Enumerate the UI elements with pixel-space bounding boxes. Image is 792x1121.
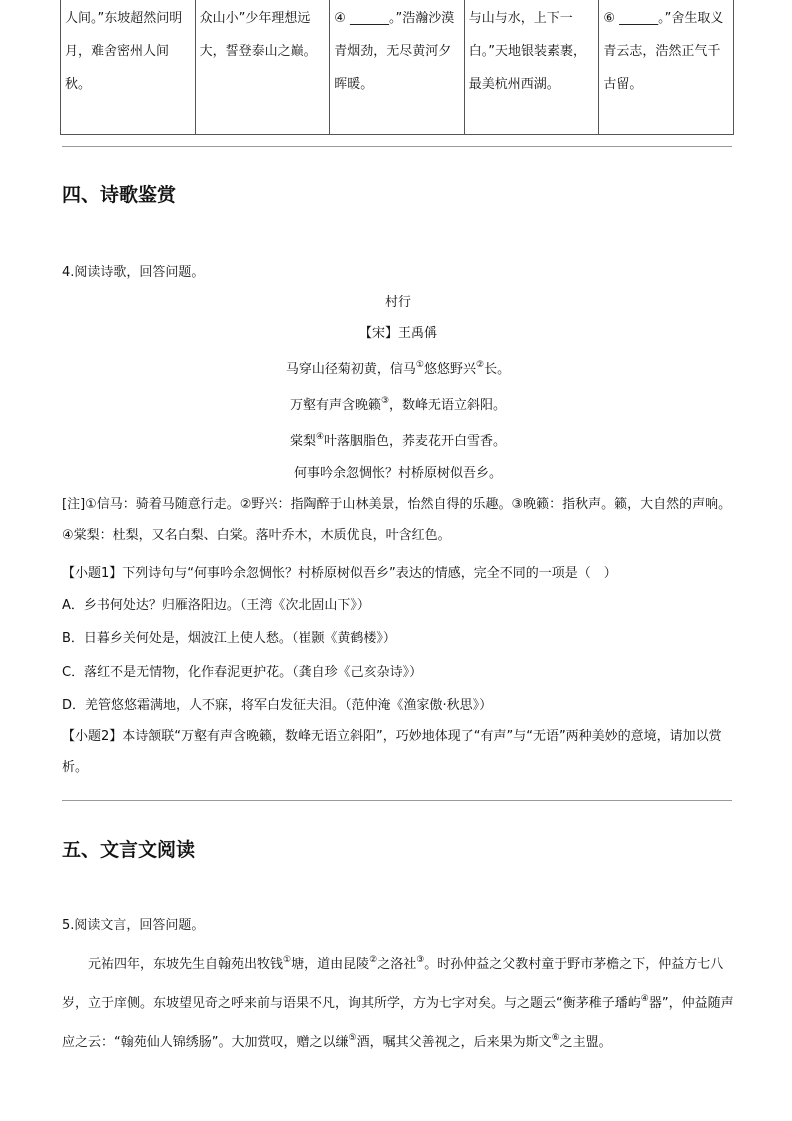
table-cell: 人间。”东坡超然问明月，难舍密州人间秋。 xyxy=(61,0,196,135)
poem-line: 万壑有声含晚籁③，数峰无语立斜阳。 xyxy=(289,396,507,413)
footnote-marker: ⑤ xyxy=(348,1033,357,1043)
option-b: B．日暮乡关何处是，烟波江上使人愁。（崔颢《黄鹤楼》） xyxy=(62,631,396,646)
table-row xyxy=(61,0,734,135)
question-intro: 5.阅读文言，回答问题。 xyxy=(62,918,205,933)
divider xyxy=(62,800,732,801)
subquestion-2: 【小题2】本诗颔联“万壑有声含晚籁，数峰无语立斜阳”，巧妙地体现了“有声”与“无语”两种美妙的意境，请加以赏析。 xyxy=(62,729,722,775)
option-d: D．羌管悠悠霜满地，人不寐，将军白发征夫泪。（范仲淹《渔家傲·秋思》） xyxy=(62,698,493,713)
footnote-marker: ① xyxy=(283,955,292,965)
poem-line: 何事吟余忽惆怅？村桥原树似吾乡。 xyxy=(293,466,502,481)
classical-passage: 元祐四年，东坡先生自翰苑出牧钱①塘，道由昆陵②之洛社③。时孙仲益之父教村童于野市茅檐之下，仲益方七八岁，立于庠侧。东坡望见奇之呼来前与语果不凡，询其所学，方为七字对矣。与之题云“衡茅稚子璠屿④器”，仲益随声应之云：“翰苑仙人锦绣肠”。大加赏叹，赠之以缣⑤酒，嘱其父善视之，后来果为斯文⑥之主盟。 xyxy=(62,955,734,1050)
footnote-marker: ② xyxy=(369,955,378,965)
divider xyxy=(62,146,732,147)
poem-line: 棠梨④叶落胭脂色，荞麦花开白雪香。 xyxy=(289,432,507,449)
footnote-marker: ④ xyxy=(315,432,325,442)
section-heading: 四、诗歌鉴赏 xyxy=(62,184,177,206)
footnote-marker: ② xyxy=(476,360,485,370)
option-c: C．落红不是无情物，化作春泥更护花。（龚自珍《己亥杂诗》） xyxy=(62,665,423,680)
poem-author: 【宋】王禹偁 xyxy=(358,326,437,341)
table-cell: ④ ______。”浩瀚沙漠青烟劲，无尽黄河夕晖暖。 xyxy=(330,0,465,135)
question-intro: 4.阅读诗歌，回答问题。 xyxy=(62,265,205,280)
footnote-marker: ① xyxy=(415,360,424,370)
option-a: A．乡书何处达？归雁洛阳边。（王湾《次北固山下》） xyxy=(62,598,370,613)
footnote-marker: ⑥ xyxy=(551,1033,560,1043)
table-cell: 与山与水，上下一白。”天地银装素裹，最美杭州西湖。 xyxy=(464,0,599,135)
table-cell: ⑥ ______。”舍生取义青云志，浩然正气千古留。 xyxy=(599,0,734,135)
poem-title: 村行 xyxy=(384,295,411,310)
poem-line: 马穿山径菊初黄，信马①悠悠野兴②长。 xyxy=(285,360,511,377)
section-heading: 五、文言文阅读 xyxy=(62,839,196,861)
table-cell: 众山小”少年理想远大，誓登泰山之巅。 xyxy=(195,0,330,135)
subquestion-1: 【小题1】下列诗句与“何事吟余忽惆怅？村桥原树似吾乡”表达的情感，完全不同的一项是（ ） xyxy=(62,566,617,581)
footnote-marker: ③ xyxy=(416,955,425,965)
footnote-marker: ③ xyxy=(380,396,390,406)
poem-notes: [注]①信马：骑着马随意行走。②野兴：指陶醉于山林美景，怡然自得的乐趣。③晚籁：指秋声。籁，大自然的声响。④棠梨：杜梨，又名白梨、白棠。落叶乔木，木质优良，叶含红色。 xyxy=(62,497,732,543)
top-table xyxy=(60,0,734,135)
footnote-marker: ④ xyxy=(640,994,649,1004)
